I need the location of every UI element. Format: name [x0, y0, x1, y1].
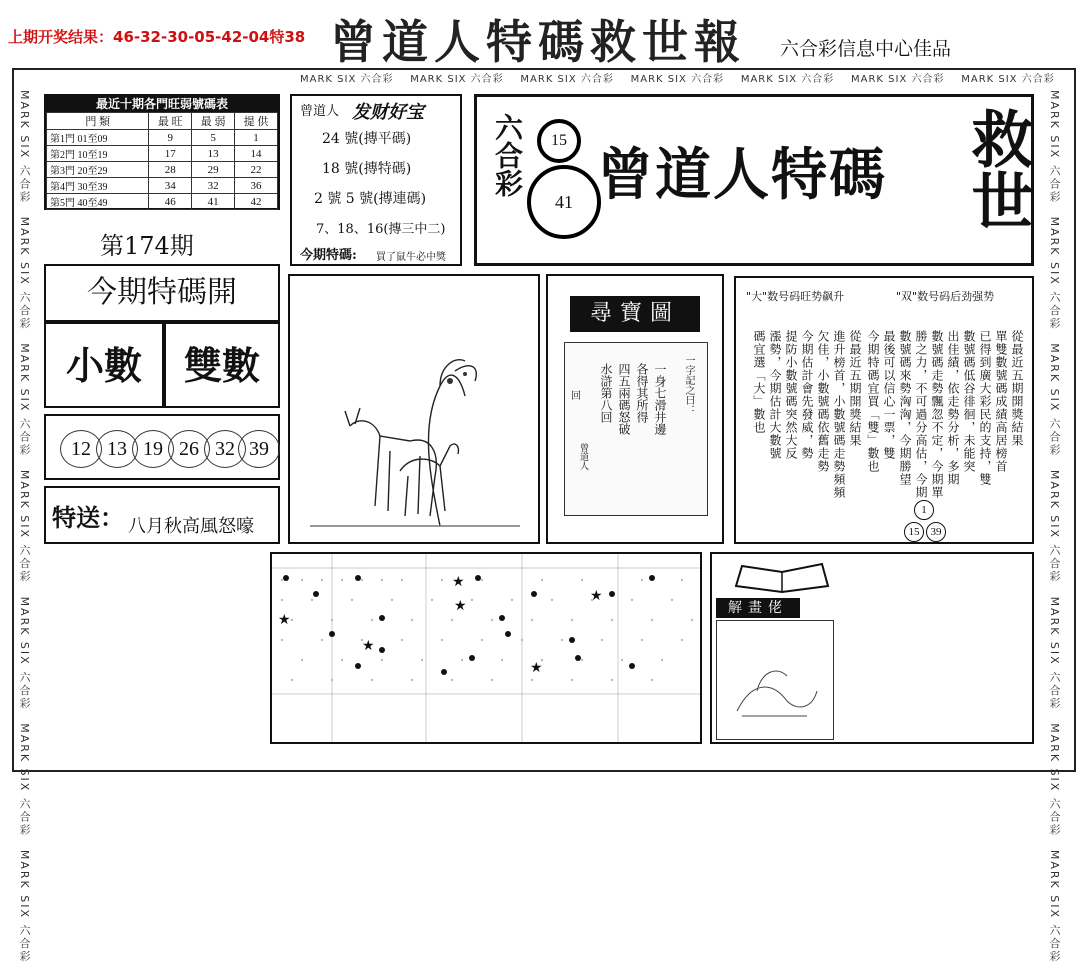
article-column: 數號碼低谷徘徊，未能突	[962, 330, 976, 473]
zdr-line: 18 號(摶特碼)	[322, 161, 412, 177]
deer-illustration	[288, 274, 540, 544]
article-column: 已得到廣大彩民的支持，雙	[978, 330, 992, 486]
zdr-slogan: 发财好宝	[352, 102, 424, 123]
number-ball: 39	[238, 430, 280, 468]
last-result-text: 上期开奖结果：46-32-30-05-42-04特38	[8, 28, 306, 46]
riddle-drawing	[717, 621, 831, 737]
table-row: 第3門 20至29 28 29 22	[47, 162, 278, 178]
title-panel	[474, 94, 1034, 266]
number-circle: 15	[904, 522, 924, 542]
watermark-row: MARK SIX 六合彩 MARK SIX 六合彩 MARK SIX 六合彩 MARK SIX 六合彩 MARK SIX 六合彩 MARK SIX 六合彩 MARK SIX 六合彩	[300, 74, 1055, 85]
article-column: 提防小數號碼突然大反	[784, 330, 798, 460]
table-row: 第5門 40至49 46 41 42	[47, 194, 278, 210]
small-number-label: 小數	[44, 322, 164, 408]
article-column: 數號碼來勢洶洶，今期勝望	[898, 330, 912, 486]
poem-author: 曾道人	[578, 443, 588, 470]
even-number-label: 雙數	[164, 322, 280, 408]
number-ball: 32	[204, 430, 246, 468]
deer-drawing	[290, 276, 538, 542]
number-ball: 12	[60, 430, 102, 468]
svg-text:★: ★	[454, 598, 467, 614]
article-column: 欠佳，小數號碼依舊走勢	[816, 330, 830, 473]
article-column: 從最近五期開獎結果	[848, 330, 862, 447]
poem-line: 水滸第八回	[599, 363, 613, 423]
title-side: 六合彩	[491, 113, 524, 197]
article-column: 漲勢，今期估計大數號	[768, 330, 782, 460]
zdr-name: 曾道人	[300, 104, 340, 119]
watermark-right: MARK SIX 六合彩 MARK SIX 六合彩 MARK SIX 六合彩 MARK SIX 六合彩 MARK SIX 六合彩 MARK SIX 六合彩 MARK SIX 六合彩	[1048, 90, 1061, 963]
article-column: 勝之力，不可過分高估，今期	[914, 330, 928, 499]
recommended-numbers	[44, 414, 280, 480]
article-column: 今期特碼宜買「雙」數也	[866, 330, 880, 473]
special-text: 八月秋高風怒嚎	[128, 516, 254, 537]
trend-article	[734, 276, 1034, 544]
number-circle: 1	[914, 500, 934, 520]
article-column: 最後可以信心一票，雙	[882, 330, 896, 460]
ten-period-table	[44, 94, 280, 210]
table-row: 第2門 10至19 17 13 14	[47, 146, 278, 162]
poem-line: 各得其所得	[635, 363, 649, 423]
issue-number: 第174期	[100, 232, 194, 260]
publisher-text: 六合彩信息中心佳品	[780, 38, 952, 60]
riddle-picture	[716, 620, 834, 740]
poem-line: 四五兩碼怒破	[617, 363, 631, 435]
dot-chart-grid	[272, 554, 700, 742]
history-dot-chart	[270, 552, 702, 744]
special-label: 特送：	[52, 504, 124, 532]
article-column: 數號碼走勢飄忽不定，今期單	[930, 330, 944, 499]
svg-text:★: ★	[590, 588, 603, 604]
title-big: 救世	[961, 107, 1034, 231]
article-column: 出佳績，依走勢分析，多期	[946, 330, 960, 486]
zdr-special-label: 今期特碼:	[300, 248, 357, 263]
title-ball-bottom: 41	[527, 165, 601, 239]
number-ball: 13	[96, 430, 138, 468]
trend-left-title: "大"数号码旺势飙升	[746, 290, 845, 303]
svg-text:★: ★	[530, 660, 543, 676]
zdr-line: 2 號 5 號(摶連碼)	[314, 191, 427, 207]
number-ball: 19	[132, 430, 174, 468]
article-column: 今期估計會先發威，勢	[800, 330, 814, 460]
zdr-line: 24 號(摶平碼)	[322, 131, 412, 147]
svg-text:★: ★	[362, 638, 375, 654]
col-offer: 提 供	[235, 113, 278, 130]
col-hot: 最 旺	[149, 113, 192, 130]
article-column: 單雙數號碼成績高居榜首	[994, 330, 1008, 473]
number-circle: 39	[926, 522, 946, 542]
treasure-map-panel	[546, 274, 724, 544]
number-ball: 26	[168, 430, 210, 468]
book-icon	[732, 556, 832, 596]
scroll-mark: 回	[571, 391, 581, 402]
riddle-title: 解畫佬	[716, 598, 800, 618]
col-cold: 最 弱	[192, 113, 235, 130]
zdr-tips-box	[290, 94, 462, 266]
article-column: 進升榜首，小數號碼走勢頻頻	[832, 330, 846, 499]
zdr-line: 7、18、16(摶三中二)	[316, 222, 446, 237]
table-row: 第4門 30至39 34 32 36	[47, 178, 278, 194]
title-ball-top: 15	[537, 119, 581, 163]
scroll-head: 一字記之曰：	[683, 355, 694, 415]
zdr-special-value: 買了鼠牛必中獎	[376, 252, 446, 263]
treasure-title: 尋寶圖	[570, 296, 700, 332]
this-period-heading: 今期特碼開	[44, 264, 280, 322]
masthead-title: 曾道人特碼救世報	[330, 15, 746, 69]
article-column: 碼宜選「大」數也	[752, 330, 766, 434]
svg-text:★: ★	[452, 574, 465, 590]
svg-text:★: ★	[278, 612, 291, 628]
riddle-panel	[710, 552, 1034, 744]
article-column: 從最近五期開獎結果	[1010, 330, 1024, 447]
col-gate: 門 類	[47, 113, 149, 130]
table-row: 第1門 01至09 9 5 1	[47, 130, 278, 146]
poem-line: 一身七滑井邊	[653, 363, 667, 435]
watermark-left: MARK SIX 六合彩 MARK SIX 六合彩 MARK SIX 六合彩 MARK SIX 六合彩 MARK SIX 六合彩 MARK SIX 六合彩 MARK SIX 六合彩	[18, 90, 31, 963]
trend-right-title: "双"数号码后劲强势	[896, 290, 995, 303]
scroll	[564, 342, 708, 516]
ten-period-title: 最近十期各門旺弱號碼表	[46, 96, 278, 112]
title-main: 曾道人特碼	[597, 142, 887, 208]
special-gift	[44, 486, 280, 544]
